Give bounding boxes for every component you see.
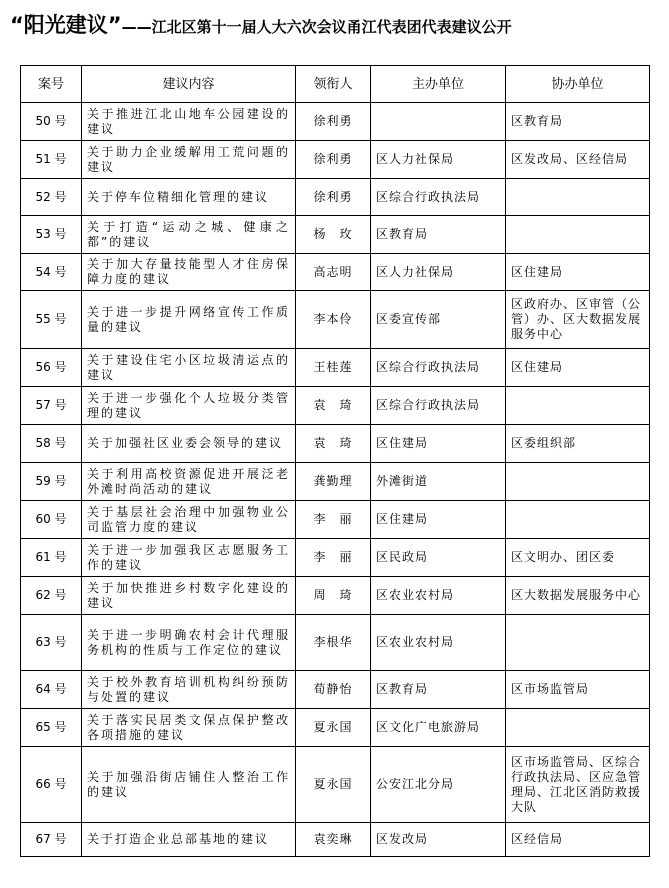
case-number: 55 号 [21, 291, 82, 349]
assist-unit: 区文明办、团区委 [506, 539, 650, 577]
document-title [10, 8, 660, 42]
assist-unit: 区委组织部 [506, 425, 650, 463]
host-unit: 区综合行政执法局 [371, 179, 506, 216]
host-unit: 区人力社保局 [371, 141, 506, 179]
host-unit: 公安江北分局 [371, 747, 506, 823]
case-number: 60 号 [21, 501, 82, 539]
header-content: 建议内容 [82, 66, 296, 103]
assist-unit [506, 501, 650, 539]
header-case-number: 案号 [21, 66, 82, 103]
proposal-content: 关于停车位精细化管理的建议 [82, 179, 296, 216]
assist-unit [506, 387, 650, 425]
leader-name: 荀静怡 [296, 671, 371, 709]
case-number: 58 号 [21, 425, 82, 463]
case-number: 56 号 [21, 349, 82, 387]
proposal-content: 关于加强沿街店铺住人整治工作的建议 [82, 747, 296, 823]
assist-unit [506, 615, 650, 671]
title-subtitle: ——江北区第十一届人大六次会议甬江代表团代表建议公开 [121, 18, 512, 36]
leader-name: 夏永国 [296, 709, 371, 747]
header-assist-unit: 协办单位 [506, 66, 650, 103]
table-row [21, 709, 650, 747]
host-unit: 区教育局 [371, 216, 506, 254]
host-unit: 区发改局 [371, 823, 506, 857]
host-unit: 区综合行政执法局 [371, 387, 506, 425]
host-unit: 区综合行政执法局 [371, 349, 506, 387]
case-number: 67 号 [21, 823, 82, 857]
host-unit: 区民政局 [371, 539, 506, 577]
proposal-content: 关于进一步强化个人垃圾分类管理的建议 [82, 387, 296, 425]
proposal-content: 关于建设住宅小区垃圾清运点的建议 [82, 349, 296, 387]
leader-name: 杨 玫 [296, 216, 371, 254]
table-row [21, 577, 650, 615]
assist-unit: 区经信局 [506, 823, 650, 857]
host-unit: 区教育局 [371, 671, 506, 709]
proposal-content: 关于进一步加强我区志愿服务工作的建议 [82, 539, 296, 577]
table-row [21, 671, 650, 709]
proposal-content: 关于利用高校资源促进开展泛老外滩时尚活动的建议 [82, 463, 296, 501]
table-row [21, 179, 650, 216]
leader-name: 李 丽 [296, 501, 371, 539]
proposal-content: 关于打造企业总部基地的建议 [82, 823, 296, 857]
proposal-content: 关于推进江北山地车公园建设的建议 [82, 103, 296, 141]
assist-unit: 区住建局 [506, 349, 650, 387]
proposal-content: 关于加大存量技能型人才住房保障力度的建议 [82, 254, 296, 291]
host-unit: 区住建局 [371, 425, 506, 463]
leader-name: 李根华 [296, 615, 371, 671]
table-row [21, 387, 650, 425]
table-row [21, 291, 650, 349]
case-number: 65 号 [21, 709, 82, 747]
leader-name: 高志明 [296, 254, 371, 291]
table-header-row [21, 66, 650, 103]
assist-unit [506, 709, 650, 747]
case-number: 63 号 [21, 615, 82, 671]
assist-unit [506, 463, 650, 501]
proposal-content: 关于进一步提升网络宣传工作质量的建议 [82, 291, 296, 349]
leader-name: 李本伶 [296, 291, 371, 349]
assist-unit: 区政府办、区审管（公管）办、区大数据发展服务中心 [506, 291, 650, 349]
assist-unit: 区市场监管局 [506, 671, 650, 709]
leader-name: 王桂莲 [296, 349, 371, 387]
table-row [21, 747, 650, 823]
proposal-content: 关于加强社区业委会领导的建议 [82, 425, 296, 463]
host-unit: 区人力社保局 [371, 254, 506, 291]
leader-name: 徐利勇 [296, 179, 371, 216]
leader-name: 李 丽 [296, 539, 371, 577]
host-unit: 外滩街道 [371, 463, 506, 501]
case-number: 51 号 [21, 141, 82, 179]
table-row [21, 463, 650, 501]
table-row [21, 103, 650, 141]
host-unit: 区住建局 [371, 501, 506, 539]
case-number: 57 号 [21, 387, 82, 425]
leader-name: 袁 琦 [296, 425, 371, 463]
assist-unit: 区教育局 [506, 103, 650, 141]
case-number: 50 号 [21, 103, 82, 141]
table-row [21, 141, 650, 179]
leader-name: 周 琦 [296, 577, 371, 615]
leader-name: 龚勤理 [296, 463, 371, 501]
case-number: 61 号 [21, 539, 82, 577]
case-number: 66 号 [21, 747, 82, 823]
table-row [21, 539, 650, 577]
assist-unit: 区市场监管局、区综合行政执法局、区应急管理局、江北区消防救援大队 [506, 747, 650, 823]
table-row [21, 425, 650, 463]
assist-unit [506, 179, 650, 216]
assist-unit: 区大数据发展服务中心 [506, 577, 650, 615]
case-number: 52 号 [21, 179, 82, 216]
assist-unit: 区住建局 [506, 254, 650, 291]
leader-name: 徐利勇 [296, 141, 371, 179]
assist-unit: 区发改局、区经信局 [506, 141, 650, 179]
case-number: 59 号 [21, 463, 82, 501]
table-row [21, 349, 650, 387]
title-main: “阳光建议” [10, 13, 122, 37]
proposal-content: 关于校外教育培训机构纠纷预防与处置的建议 [82, 671, 296, 709]
proposals-table [20, 65, 650, 857]
host-unit: 区委宣传部 [371, 291, 506, 349]
proposal-content: 关于基层社会治理中加强物业公司监管力度的建议 [82, 501, 296, 539]
host-unit [371, 103, 506, 141]
table-row [21, 216, 650, 254]
assist-unit [506, 216, 650, 254]
header-leader: 领衔人 [296, 66, 371, 103]
header-host-unit: 主办单位 [371, 66, 506, 103]
case-number: 53 号 [21, 216, 82, 254]
table-row [21, 501, 650, 539]
proposal-content: 关于加快推进乡村数字化建设的建议 [82, 577, 296, 615]
case-number: 64 号 [21, 671, 82, 709]
table-row [21, 615, 650, 671]
leader-name: 袁奕琳 [296, 823, 371, 857]
proposal-content: 关于进一步明确农村会计代理服务机构的性质与工作定位的建议 [82, 615, 296, 671]
case-number: 62 号 [21, 577, 82, 615]
case-number: 54 号 [21, 254, 82, 291]
leader-name: 徐利勇 [296, 103, 371, 141]
host-unit: 区农业农村局 [371, 615, 506, 671]
host-unit: 区文化广电旅游局 [371, 709, 506, 747]
host-unit: 区农业农村局 [371, 577, 506, 615]
table-row [21, 823, 650, 857]
leader-name: 袁 琦 [296, 387, 371, 425]
leader-name: 夏永国 [296, 747, 371, 823]
proposal-content: 关于落实民居类文保点保护整改各项措施的建议 [82, 709, 296, 747]
proposal-content: 关于助力企业缓解用工荒问题的建议 [82, 141, 296, 179]
table-row [21, 254, 650, 291]
proposal-content: 关于打造“运动之城、健康之都”的建议 [82, 216, 296, 254]
